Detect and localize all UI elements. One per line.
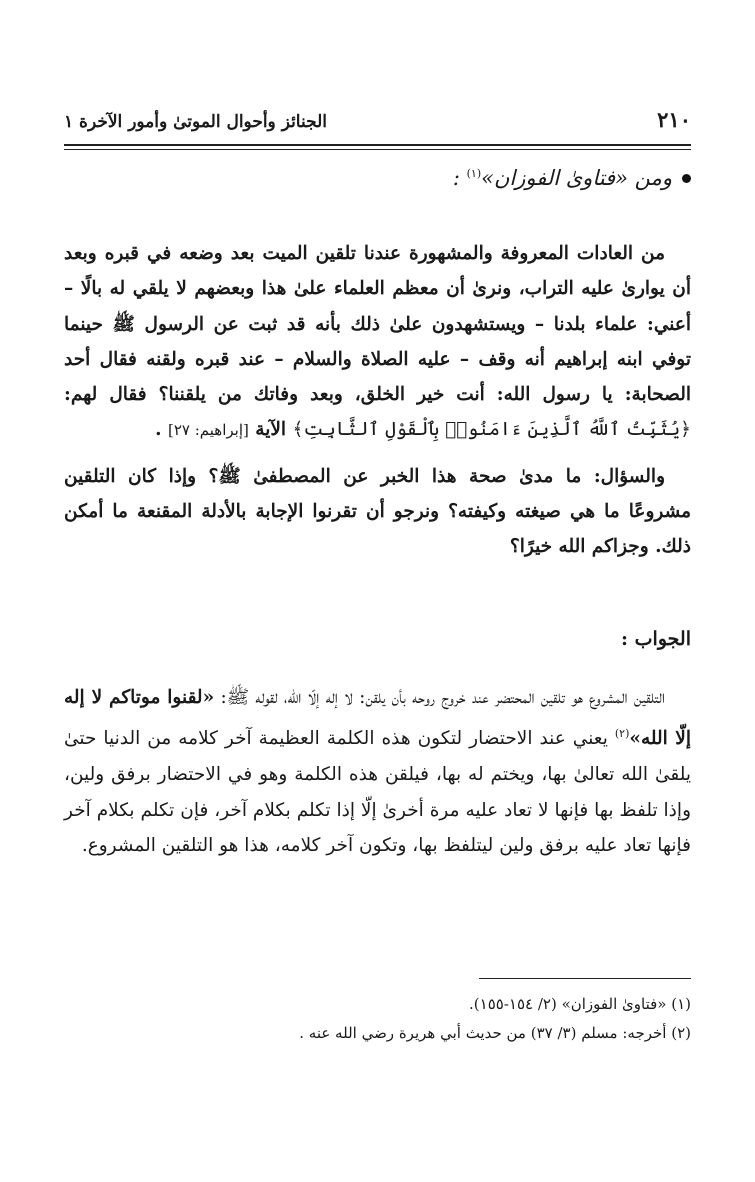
footnotes <box>64 990 691 1048</box>
hadith-quote: «لقنوا موتاكم لا إله إلّا الله» <box>64 687 691 749</box>
answer-paragraph: التلقين المشروع هو تلقين المحتضر عند خروج روحه بأن يلقن: لا إله إلّا الله، لقوله ﷺ: «لقنوا موتاكم لا إله إلّا الله»$^{(٢)}$ يعني عند الاحتضار لتكون هذه الكلمة العظيمة آخر كلامه من الدنيا حتىٰ يلقىٰ الله تعالىٰ بها، ويختم له بها، فيلقن هذه الكلمة وهو في الاحتضار برفق ولين، وإذا تلفظ بها فإنها لا تعاد عليه مرة أخرىٰ إلّا إذا تكلم بكلام آخر، فإن تكلم بكلام آخر فإنها تعاد عليه برفق ولين ليتلفظ بها، وتكون آخر كلامه، هذا هو التلقين المشروع. <box>64 687 691 857</box>
page-header <box>64 96 691 132</box>
answer-label: الجواب : <box>621 628 691 650</box>
footnote-1: (١) «فتاوىٰ الفوزان» (٢/ ١٥٤-١٥٥). <box>469 995 691 1013</box>
question-block <box>64 236 691 565</box>
header-rule-thick <box>64 144 691 146</box>
verse-suffix: الآية <box>255 419 287 441</box>
header-rule-thin <box>64 149 691 150</box>
footnote-marker-2: (٢) <box>614 726 630 740</box>
source-heading <box>64 166 691 190</box>
footnote-marker-1: (١) <box>466 167 482 180</box>
page-number: ٢١٠ <box>657 107 691 132</box>
question-paragraph-2: والسؤال: ما مدىٰ صحة هذا الخبر عن المصطفىٰ ﷺ؟ وإذا كان التلقين مشروعًا ما هي صيغته وكيفته؟ ونرجو أن تقرنوا الإجابة بالأدلة المقنعة ما أمكن ذلك. وجزاكم الله خيرًا؟ <box>64 465 691 558</box>
footnote-2: (٢) أخرجه: مسلم (٣/ ٣٧) من حديث أبي هريرة رضي الله عنه . <box>299 1024 691 1042</box>
quran-verse: ﴿يُثَبِّتُ ٱللَّهُ ٱلَّذِينَ ءَامَنُوا۟ بِٱلْقَوْلِ ٱلثَّابِتِ﴾ <box>292 419 691 441</box>
question-paragraph-1: من العادات المعروفة والمشهورة عندنا تلقين الميت بعد وضعه في قبره وبعد أن يوارىٰ عليه التراب، ونرىٰ أن معظم العلماء علىٰ هذا وبعضهم لا يلقي له بالًا – أعني: علماء بلدنا – ويستشهدون علىٰ ذلك بأنه قد ثبت عن الرسول ﷺ حينما توفي ابنه إبراهيم أنه وقف – عليه الصلاة والسلام – عند قبره ولقنه فقال أحد الصحابة: يا رسول الله: أنت خير الخلق، وبعد وفاتك من يلقننا؟ فقال لهم: ﴿يُثَبِّتُ ٱللَّهُ ٱلَّذِينَ ءَامَنُوا۟ بِٱلْقَوْلِ ٱلثَّابِتِ﴾ الآية [إبراهيم: ٢٧] . <box>64 243 691 441</box>
verse-reference: [إبراهيم: ٢٧] <box>167 421 249 440</box>
bullet-icon <box>682 174 691 183</box>
source-title: ومن «فتاوىٰ الفوزان»$^{(١)}$ : <box>452 166 672 190</box>
footnote-rule <box>479 978 691 979</box>
running-title: الجنائز وأحوال الموتىٰ وأمور الآخرة ١ <box>64 112 327 132</box>
